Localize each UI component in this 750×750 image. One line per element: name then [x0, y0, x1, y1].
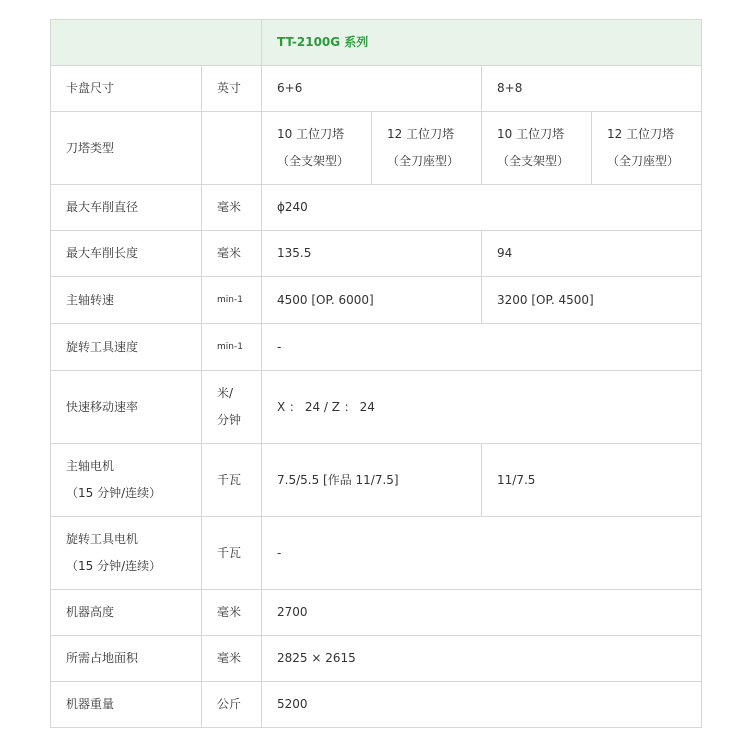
- row-unit: 毫米: [202, 231, 262, 277]
- value-cell: 3200 [OP. 4500]: [482, 277, 702, 324]
- row-unit: 英寸: [202, 66, 262, 112]
- turret-type-line1: 10 工位刀塔: [497, 127, 565, 141]
- label-line1: 主轴电机: [66, 459, 115, 473]
- row-unit: 毫米: [202, 185, 262, 231]
- value-cell: 11/7.5: [482, 444, 702, 517]
- header-row: [51, 20, 702, 66]
- value-cell: 135.5: [262, 231, 482, 277]
- value-cell: 5200: [262, 682, 702, 728]
- row-label: 最大车削直径: [51, 185, 202, 231]
- row-label: [51, 517, 202, 590]
- turret-type-line1: 12 工位刀塔: [607, 127, 675, 141]
- turret-type-cell: [592, 112, 702, 185]
- row-max-turning-length: [51, 231, 702, 277]
- turret-type-line2: （全支架型）: [277, 154, 350, 168]
- row-label: 最大车削长度: [51, 231, 202, 277]
- turret-type-line2: （全刀座型）: [607, 154, 680, 168]
- value-cell: 8+8: [482, 66, 702, 112]
- row-chuck-size: [51, 66, 702, 112]
- row-label: 机器重量: [51, 682, 202, 728]
- turret-type-cell: [372, 112, 482, 185]
- row-unit: min-1: [202, 324, 262, 371]
- value-cell: X ： 24 / Z ： 24: [262, 371, 702, 444]
- value-cell: -: [262, 517, 702, 590]
- row-label: 卡盘尺寸: [51, 66, 202, 112]
- row-label: 主轴转速: [51, 277, 202, 324]
- row-rapid-traverse: [51, 371, 702, 444]
- row-unit: 千瓦: [202, 444, 262, 517]
- turret-type-cell: [482, 112, 592, 185]
- label-line1: 旋转工具电机: [66, 532, 139, 546]
- row-label: 旋转工具速度: [51, 324, 202, 371]
- row-unit: [202, 112, 262, 185]
- series-title: TT-2100G 系列: [262, 20, 702, 66]
- row-unit: min-1: [202, 277, 262, 324]
- value-cell: 6+6: [262, 66, 482, 112]
- unit-line2: 分钟: [217, 413, 242, 427]
- row-unit: 毫米: [202, 590, 262, 636]
- value-cell: 2700: [262, 590, 702, 636]
- value-cell: ϕ240: [262, 185, 702, 231]
- turret-type-cell: [262, 112, 372, 185]
- row-max-turning-diameter: [51, 185, 702, 231]
- spec-table: [50, 19, 702, 728]
- turret-type-line1: 10 工位刀塔: [277, 127, 345, 141]
- row-machine-weight: [51, 682, 702, 728]
- row-spindle-speed: [51, 277, 702, 324]
- value-cell: 2825 × 2615: [262, 636, 702, 682]
- row-label: 快速移动速率: [51, 371, 202, 444]
- turret-type-line2: （全支架型）: [497, 154, 570, 168]
- value-cell: -: [262, 324, 702, 371]
- row-label: 机器高度: [51, 590, 202, 636]
- turret-type-line2: （全刀座型）: [387, 154, 460, 168]
- row-label: [51, 444, 202, 517]
- row-floor-space: [51, 636, 702, 682]
- row-turret-type: [51, 112, 702, 185]
- row-unit: 毫米: [202, 636, 262, 682]
- turret-type-line1: 12 工位刀塔: [387, 127, 455, 141]
- value-cell: 4500 [OP. 6000]: [262, 277, 482, 324]
- row-machine-height: [51, 590, 702, 636]
- header-empty-cell: [51, 20, 262, 66]
- value-cell: 94: [482, 231, 702, 277]
- label-line2: （15 分钟/连续）: [66, 559, 162, 573]
- row-rotary-tool-speed: [51, 324, 702, 371]
- row-rotary-tool-motor: [51, 517, 702, 590]
- row-unit: 公斤: [202, 682, 262, 728]
- row-label: 所需占地面积: [51, 636, 202, 682]
- row-label: 刀塔类型: [51, 112, 202, 185]
- row-unit: 千瓦: [202, 517, 262, 590]
- unit-line1: 米/: [217, 386, 234, 400]
- value-cell: 7.5/5.5 [作品 11/7.5]: [262, 444, 482, 517]
- row-spindle-motor: [51, 444, 702, 517]
- row-unit: [202, 371, 262, 444]
- label-line2: （15 分钟/连续）: [66, 486, 162, 500]
